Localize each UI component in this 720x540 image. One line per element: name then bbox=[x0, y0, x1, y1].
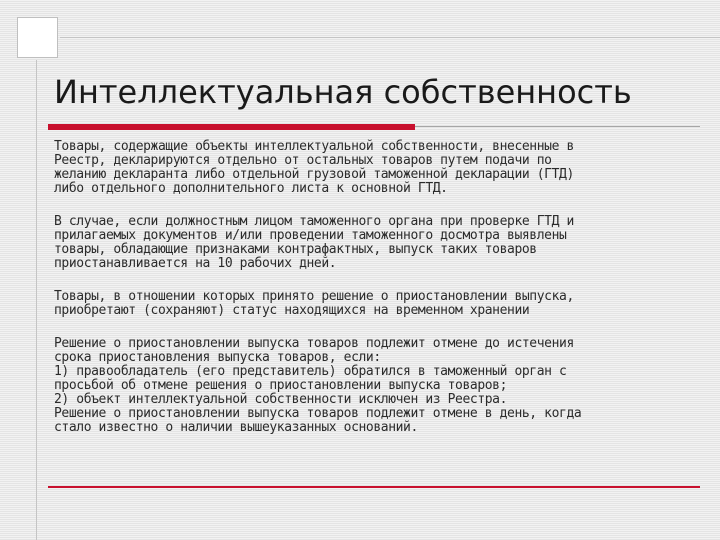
paragraph-temporary-storage: Товары, в отношении которых принято решение о приостановлении выпуска, приобретают (сохраняют) статус находящихся на временном хранении bbox=[54, 289, 574, 318]
paragraph-suspension: В случае, если должностным лицом таможенного органа при проверке ГТД и прилагаемых документов и/или проведении таможенного досмотра выявлены товары, обладающие признаками контрафактных, выпуск таких товаров приостанавливается на 10 рабочих дней. bbox=[54, 214, 574, 271]
paragraph-declaration: Товары, содержащие объекты интеллектуальной собственности, внесенные в Реестр, декларируются отдельно от остальных товаров путем подачи по желанию декларанта либо отдельной грузовой таможенной декларации (ГТД) либо отдельного дополнительного листа к основной ГТД. bbox=[54, 139, 574, 196]
slide-title: Интеллектуальная собственность bbox=[54, 73, 632, 111]
decorative-square bbox=[17, 17, 58, 58]
slide-body bbox=[54, 140, 680, 454]
footer-accent-bar bbox=[48, 486, 700, 488]
title-accent-bar bbox=[48, 124, 415, 130]
decorative-vertical-line bbox=[36, 60, 37, 540]
paragraph-cancellation: Решение о приостановлении выпуска товаров подлежит отмене до истечения срока приостановления выпуска товаров, если: 1) правообладатель (его представитель) обратился в таможенный орган с просьбой об отмене решения о приостановлении выпуска товаров; 2) объект интеллектуальной собственности исключен из Реестра. Решение о приостановлении выпуска товаров подлежит отмене в день, когда стало известно о наличии вышеуказанных оснований. bbox=[54, 336, 582, 435]
decorative-horizontal-line bbox=[60, 37, 720, 38]
